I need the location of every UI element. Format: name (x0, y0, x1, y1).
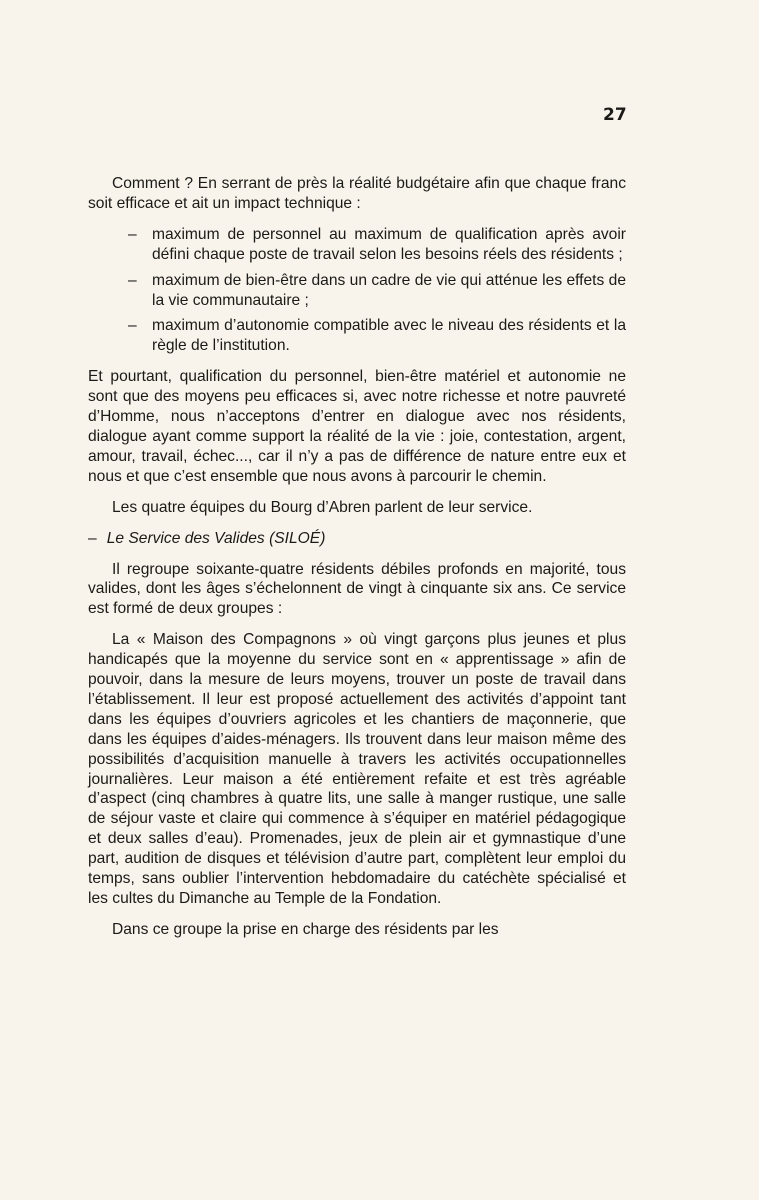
list-item-text: maximum d’autonomie compatible avec le niveau des résidents et la règle de l’institution. (152, 317, 626, 355)
list-item (88, 225, 626, 265)
list-item-text: maximum de personnel au maximum de qualification après avoir défini chaque poste de travail selon les besoins réels des résidents ; (152, 225, 626, 263)
paragraph-service: Il regroupe soixante-quatre résidents débiles profonds en majorité, tous valides, dont les âges s’échelonnent de vingt à cinquante six ans. Ce service est formé de deux groupes : (88, 560, 626, 618)
list-dash: – (128, 317, 137, 335)
intro-paragraph: Comment ? En serrant de près la réalité budgétaire afin que chaque franc soit efficace et ait un impact technique : (88, 175, 626, 212)
list-item (88, 316, 626, 356)
list-item-text: maximum de bien-être dans un cadre de vie qui atténue les effets de la vie communautaire ; (152, 271, 626, 309)
body-text (88, 174, 626, 951)
paragraph-teams: Les quatre équipes du Bourg d’Abren parlent de leur service. (112, 498, 533, 516)
objectives-list (88, 225, 626, 356)
list-item (88, 271, 626, 311)
paragraph-groupe: Dans ce groupe la prise en charge des résidents par les (112, 920, 499, 938)
paragraph-maison: La « Maison des Compagnons » où vingt garçons plus jeunes et plus handicapés que la moyenne du service sont en « apprentissage » afin de pouvoir, dans la mesure de leurs moyens, trouver un poste de travail dans l’établissement. Il leur est proposé actuellement des activités d’appoint tant dans les équipes d’ouvriers agricoles et les chantiers de maçonnerie, que dans les équipes d’aides-ménagers. Ils trouvent dans leur maison même des possibilités d’acquisition manuelle à travers les activités occupationnelles journalières. Leur maison a été entièrement refaite et est très agréable d’aspect (cinq chambres à quatre lits, une salle à manger rustique, une salle de séjour vaste et claire qui commence à s’équiper en matériel pédagogique et deux salles d’eau). Promenades, jeux de plein air et gymnastique d’une part, audition de disques et télévision d’autre part, complètent leur emploi du temps, sans oublier l’intervention hebdomadaire du catéchète spécialisé et les cultes du Dimanche au Temple de la Fondation. (88, 631, 626, 907)
section-heading (88, 529, 626, 549)
heading-dash: – (88, 529, 97, 547)
section-heading-text: Le Service des Valides (SILOÉ) (106, 529, 326, 547)
list-dash: – (128, 271, 137, 289)
list-dash: – (128, 225, 137, 243)
paragraph-dialogue: Et pourtant, qualification du personnel, bien-être matériel et autonomie ne sont que des moyens peu efficaces si, avec notre richesse et notre pauvreté d’Homme, nous n’acceptons d’entrer en dialogue avec nos résidents, dialogue ayant comme support la réalité de la vie : joie, contestation, argent, amour, travail, échec..., car il n’y a pas de différence de nature entre eux et nous et que c’est ensemble que nous avons à parcourir le chemin. (88, 368, 626, 485)
page-number: 27 (603, 105, 627, 125)
